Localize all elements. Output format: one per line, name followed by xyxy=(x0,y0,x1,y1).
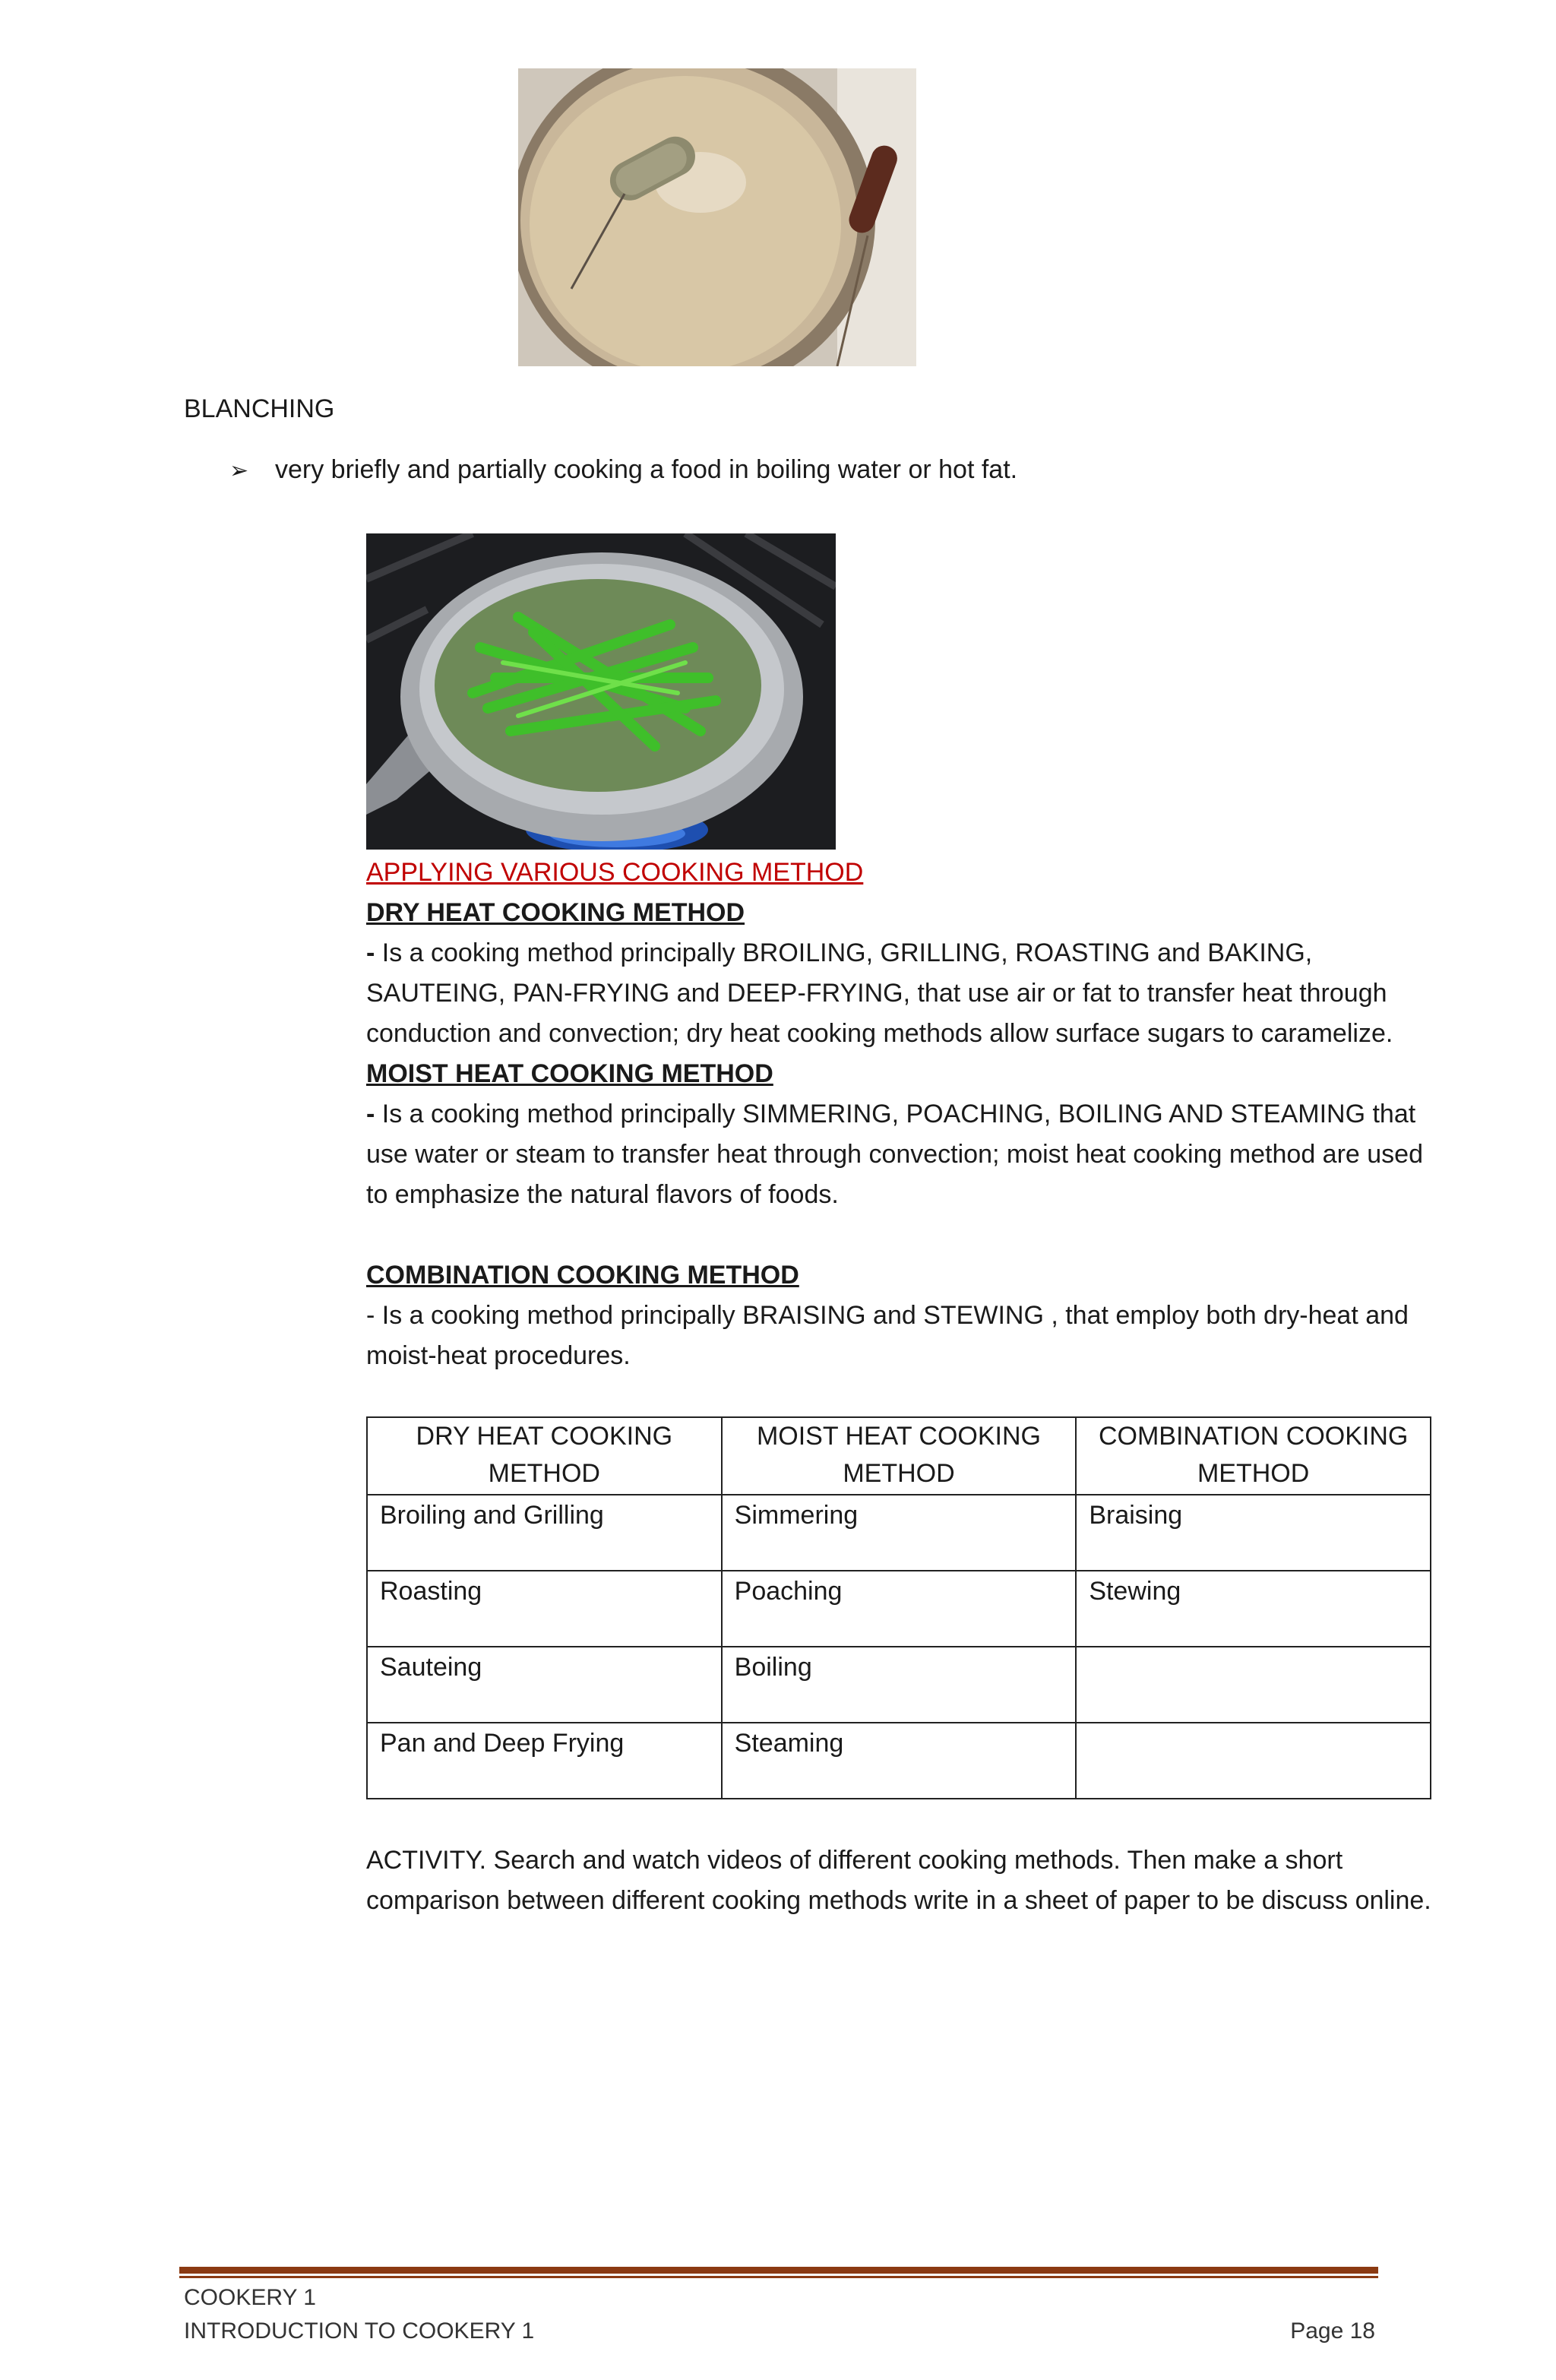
dry-heat-text: Is a cooking method principally BROILING, GRILLING, ROASTING and BAKING, SAUTEING, PAN-FRYING and DEEP-FRYING, that use air or fat to transfer heat through conduction and convection; dry heat cooking methods allow surface sugars to caramelize. xyxy=(366,938,1393,1048)
table-row xyxy=(367,1647,1431,1723)
blanching-definition: very briefly and partially cooking a food in boiling water or hot fat. xyxy=(275,455,1018,484)
moist-heat-text: Is a cooking method principally SIMMERING, POACHING, BOILING AND STEAMING that use water or steam to transfer heat through convection; moist heat cooking method are used to emphasize the natural flavors of foods. xyxy=(366,1100,1423,1209)
table-row xyxy=(367,1495,1431,1571)
arrow-bullet-icon: ➢ xyxy=(229,458,249,483)
moist-heat-dash: - xyxy=(366,1100,375,1128)
footer-divider-thin xyxy=(179,2276,1378,2278)
table-cell: Roasting xyxy=(367,1571,722,1647)
blanching-heading: BLANCHING xyxy=(184,394,335,423)
table-row xyxy=(367,1571,1431,1647)
table-cell: Pan and Deep Frying xyxy=(367,1723,722,1799)
table-cell: Sauteing xyxy=(367,1647,722,1723)
page-number: Page 18 xyxy=(1290,2318,1375,2344)
table-cell: Poaching xyxy=(722,1571,1077,1647)
footer-course: COOKERY 1 xyxy=(184,2285,316,2310)
activity-instructions: ACTIVITY. Search and watch videos of different cooking methods. Then make a short comparison between different cooking methods write in a sheet of paper to be discuss online. xyxy=(366,1846,1431,1915)
footer-divider xyxy=(179,2267,1378,2274)
green-beans-photo xyxy=(366,533,836,850)
table-cell: Simmering xyxy=(722,1495,1077,1571)
header-combination: COMBINATION COOKING METHOD xyxy=(1076,1417,1431,1495)
applying-methods-link[interactable]: APPLYING VARIOUS COOKING METHOD xyxy=(366,858,864,887)
table-row xyxy=(367,1723,1431,1799)
table-cell xyxy=(1076,1723,1431,1799)
table-cell: Steaming xyxy=(722,1723,1077,1799)
cooking-methods-table xyxy=(366,1416,1431,1799)
table-cell: Stewing xyxy=(1076,1571,1431,1647)
dry-heat-dash: - xyxy=(366,938,375,967)
spacer xyxy=(366,1215,1445,1255)
moist-heat-description xyxy=(366,1094,1445,1215)
header-dry-heat: DRY HEAT COOKING METHOD xyxy=(367,1417,722,1495)
footer-module: INTRODUCTION TO COOKERY 1 xyxy=(184,2318,535,2344)
moist-heat-heading: MOIST HEAT COOKING METHOD xyxy=(366,1059,773,1088)
table-header-row xyxy=(367,1417,1431,1495)
table-cell: Boiling xyxy=(722,1647,1077,1723)
table-cell xyxy=(1076,1647,1431,1723)
combination-heading: COMBINATION COOKING METHOD xyxy=(366,1261,799,1290)
table-cell: Braising xyxy=(1076,1495,1431,1571)
cooking-methods-section xyxy=(366,853,1445,1376)
dry-heat-description xyxy=(366,933,1445,1054)
dry-heat-heading: DRY HEAT COOKING METHOD xyxy=(366,898,745,927)
combination-description: - Is a cooking method principally BRAISING and STEWING , that employ both dry-heat and moist-heat procedures. xyxy=(366,1301,1409,1370)
blanching-bullet xyxy=(229,450,1017,491)
table-cell: Broiling and Grilling xyxy=(367,1495,722,1571)
batter-photo xyxy=(518,68,916,366)
header-moist-heat: MOIST HEAT COOKING METHOD xyxy=(722,1417,1077,1495)
